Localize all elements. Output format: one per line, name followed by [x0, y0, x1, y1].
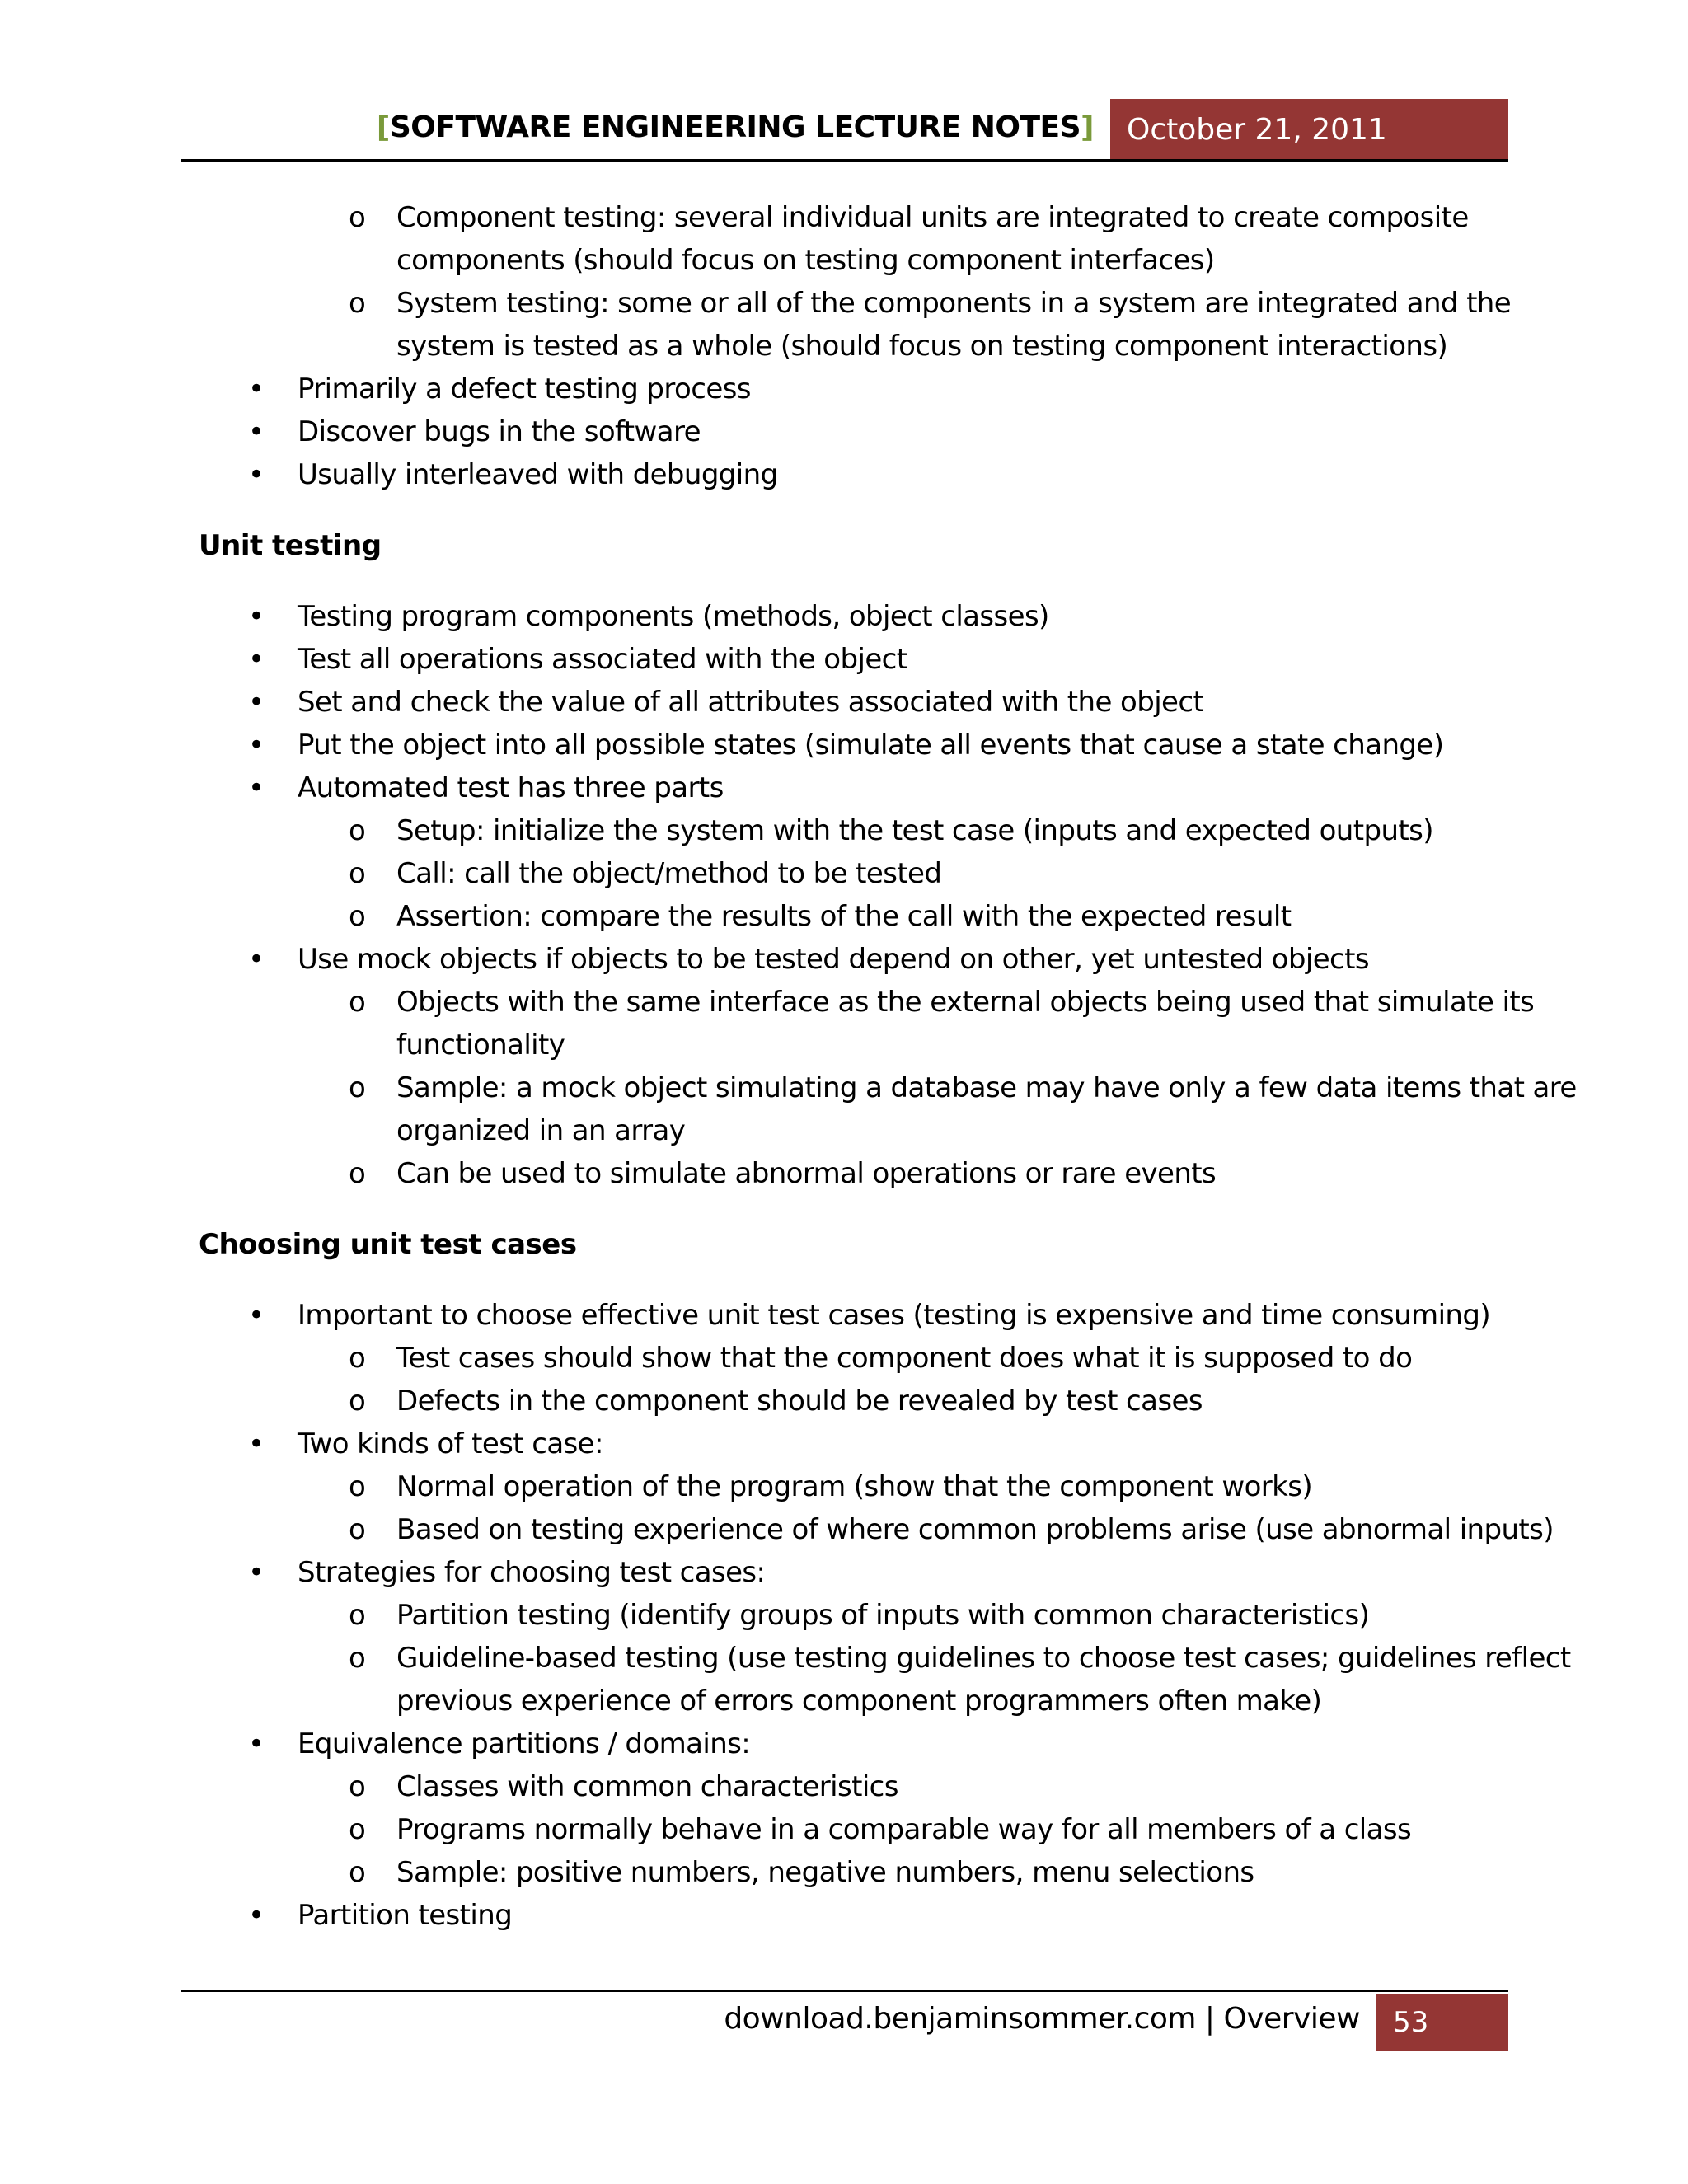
page-content: [199, 196, 1577, 1937]
circle-bullet-icon: o: [349, 1513, 366, 1546]
circle-bullet-icon: o: [349, 1599, 366, 1632]
circle-bullet-icon: o: [349, 1157, 366, 1190]
bullet-line: • Discover bugs in the software: [199, 410, 1501, 453]
bullet-icon: •: [248, 1299, 265, 1332]
circle-bullet-icon: o: [349, 814, 366, 847]
sub-bullet-line: o Guideline-based testing (use testing guidelines to choose test cases; guidelines reflect: [199, 1637, 1501, 1680]
bullet-icon: •: [248, 729, 265, 762]
bullet-line: • Testing program components (methods, object classes): [199, 595, 1501, 638]
section-heading-unit-testing: Unit testing: [199, 529, 382, 562]
bullet-icon: •: [248, 600, 265, 633]
sub-bullet-line: o Based on testing experience of where common problems arise (use abnormal inputs): [199, 1508, 1501, 1551]
sub-bullet-line: o Normal operation of the program (show that the component works): [199, 1465, 1501, 1508]
sub-bullet-line: o Component testing: several individual units are integrated to create composite: [199, 196, 1501, 239]
bullet-line: • Usually interleaved with debugging: [199, 453, 1501, 496]
bullet-line: • Two kinds of test case:: [199, 1422, 1501, 1465]
bullet-line: • Test all operations associated with the object: [199, 638, 1501, 681]
bullet-line: • Important to choose effective unit test cases (testing is expensive and time consuming): [199, 1294, 1501, 1337]
sub-bullet-continuation: functionality: [396, 1029, 565, 1062]
sub-bullet-line: o Objects with the same interface as the external objects being used that simulate its: [199, 981, 1501, 1024]
bullet-line: • Put the object into all possible states (simulate all events that cause a state change): [199, 724, 1501, 766]
circle-bullet-icon: o: [349, 1642, 366, 1675]
sub-bullet-line: o Partition testing (identify groups of inputs with common characteristics): [199, 1594, 1501, 1637]
bullet-icon: •: [248, 686, 265, 719]
bullet-icon: •: [248, 1556, 265, 1589]
bullet-icon: •: [248, 415, 265, 448]
sub-bullet-line: o Sample: a mock object simulating a database may have only a few data items that are: [199, 1066, 1501, 1109]
sub-bullet-line: o Programs normally behave in a comparable way for all members of a class: [199, 1808, 1501, 1851]
circle-bullet-icon: o: [349, 857, 366, 890]
sub-bullet-line: o Classes with common characteristics: [199, 1765, 1501, 1808]
section-heading-choosing-unit-test-cases: Choosing unit test cases: [199, 1228, 577, 1261]
sub-bullet-line: o Defects in the component should be revealed by test cases: [199, 1380, 1501, 1422]
circle-bullet-icon: o: [349, 986, 366, 1019]
sub-bullet-continuation: previous experience of errors component programmers often make): [396, 1685, 1322, 1718]
sub-bullet-line: o Sample: positive numbers, negative numbers, menu selections: [199, 1851, 1501, 1894]
header-title: [181, 110, 1094, 144]
header-bracket-open: [: [376, 110, 390, 144]
sub-bullet-line: o Call: call the object/method to be tested: [199, 852, 1501, 895]
bullet-line: • Use mock objects if objects to be tested depend on other, yet untested objects: [199, 938, 1501, 981]
footer-text: download.benjaminsommer.com | Overview: [724, 2002, 1360, 2036]
footer-rule: [181, 1990, 1508, 1992]
circle-bullet-icon: o: [349, 1385, 366, 1418]
circle-bullet-icon: o: [349, 900, 366, 933]
sub-bullet-continuation: organized in an array: [396, 1114, 686, 1147]
bullet-icon: •: [248, 1899, 265, 1932]
page-number: 53: [1376, 1994, 1508, 2051]
bullet-icon: •: [248, 1427, 265, 1460]
circle-bullet-icon: o: [349, 201, 366, 234]
sub-bullet-continuation: components (should focus on testing component interfaces): [396, 244, 1215, 277]
bullet-line: • Automated test has three parts: [199, 766, 1501, 809]
bullet-icon: •: [248, 1727, 265, 1760]
header-title-text: SOFTWARE ENGINEERING LECTURE NOTES: [389, 110, 1081, 144]
bullet-icon: •: [248, 771, 265, 804]
bullet-line: • Equivalence partitions / domains:: [199, 1722, 1501, 1765]
page-header: [181, 99, 1508, 162]
circle-bullet-icon: o: [349, 1071, 366, 1104]
page-footer: [181, 1990, 1508, 2051]
sub-bullet-line: o Test cases should show that the component does what it is supposed to do: [199, 1337, 1501, 1380]
bullet-icon: •: [248, 943, 265, 976]
bullet-line: • Primarily a defect testing process: [199, 368, 1501, 410]
header-bracket-close: ]: [1081, 110, 1094, 144]
circle-bullet-icon: o: [349, 1813, 366, 1846]
circle-bullet-icon: o: [349, 1770, 366, 1803]
bullet-icon: •: [248, 373, 265, 405]
bullet-line: • Set and check the value of all attributes associated with the object: [199, 681, 1501, 724]
sub-bullet-line: o System testing: some or all of the components in a system are integrated and the: [199, 282, 1501, 325]
bullet-icon: •: [248, 458, 265, 491]
sub-bullet-line: o Assertion: compare the results of the call with the expected result: [199, 895, 1501, 938]
header-rule: [181, 159, 1508, 162]
bullet-line: • Partition testing: [199, 1894, 1501, 1937]
circle-bullet-icon: o: [349, 1470, 366, 1503]
bullet-line: • Strategies for choosing test cases:: [199, 1551, 1501, 1594]
sub-bullet-line: o Setup: initialize the system with the test case (inputs and expected outputs): [199, 809, 1501, 852]
circle-bullet-icon: o: [349, 1856, 366, 1889]
circle-bullet-icon: o: [349, 1342, 366, 1375]
header-date: October 21, 2011: [1110, 99, 1508, 162]
sub-bullet-continuation: system is tested as a whole (should focus on testing component interactions): [396, 330, 1448, 363]
sub-bullet-line: o Can be used to simulate abnormal operations or rare events: [199, 1152, 1501, 1195]
circle-bullet-icon: o: [349, 287, 366, 320]
bullet-icon: •: [248, 643, 265, 676]
